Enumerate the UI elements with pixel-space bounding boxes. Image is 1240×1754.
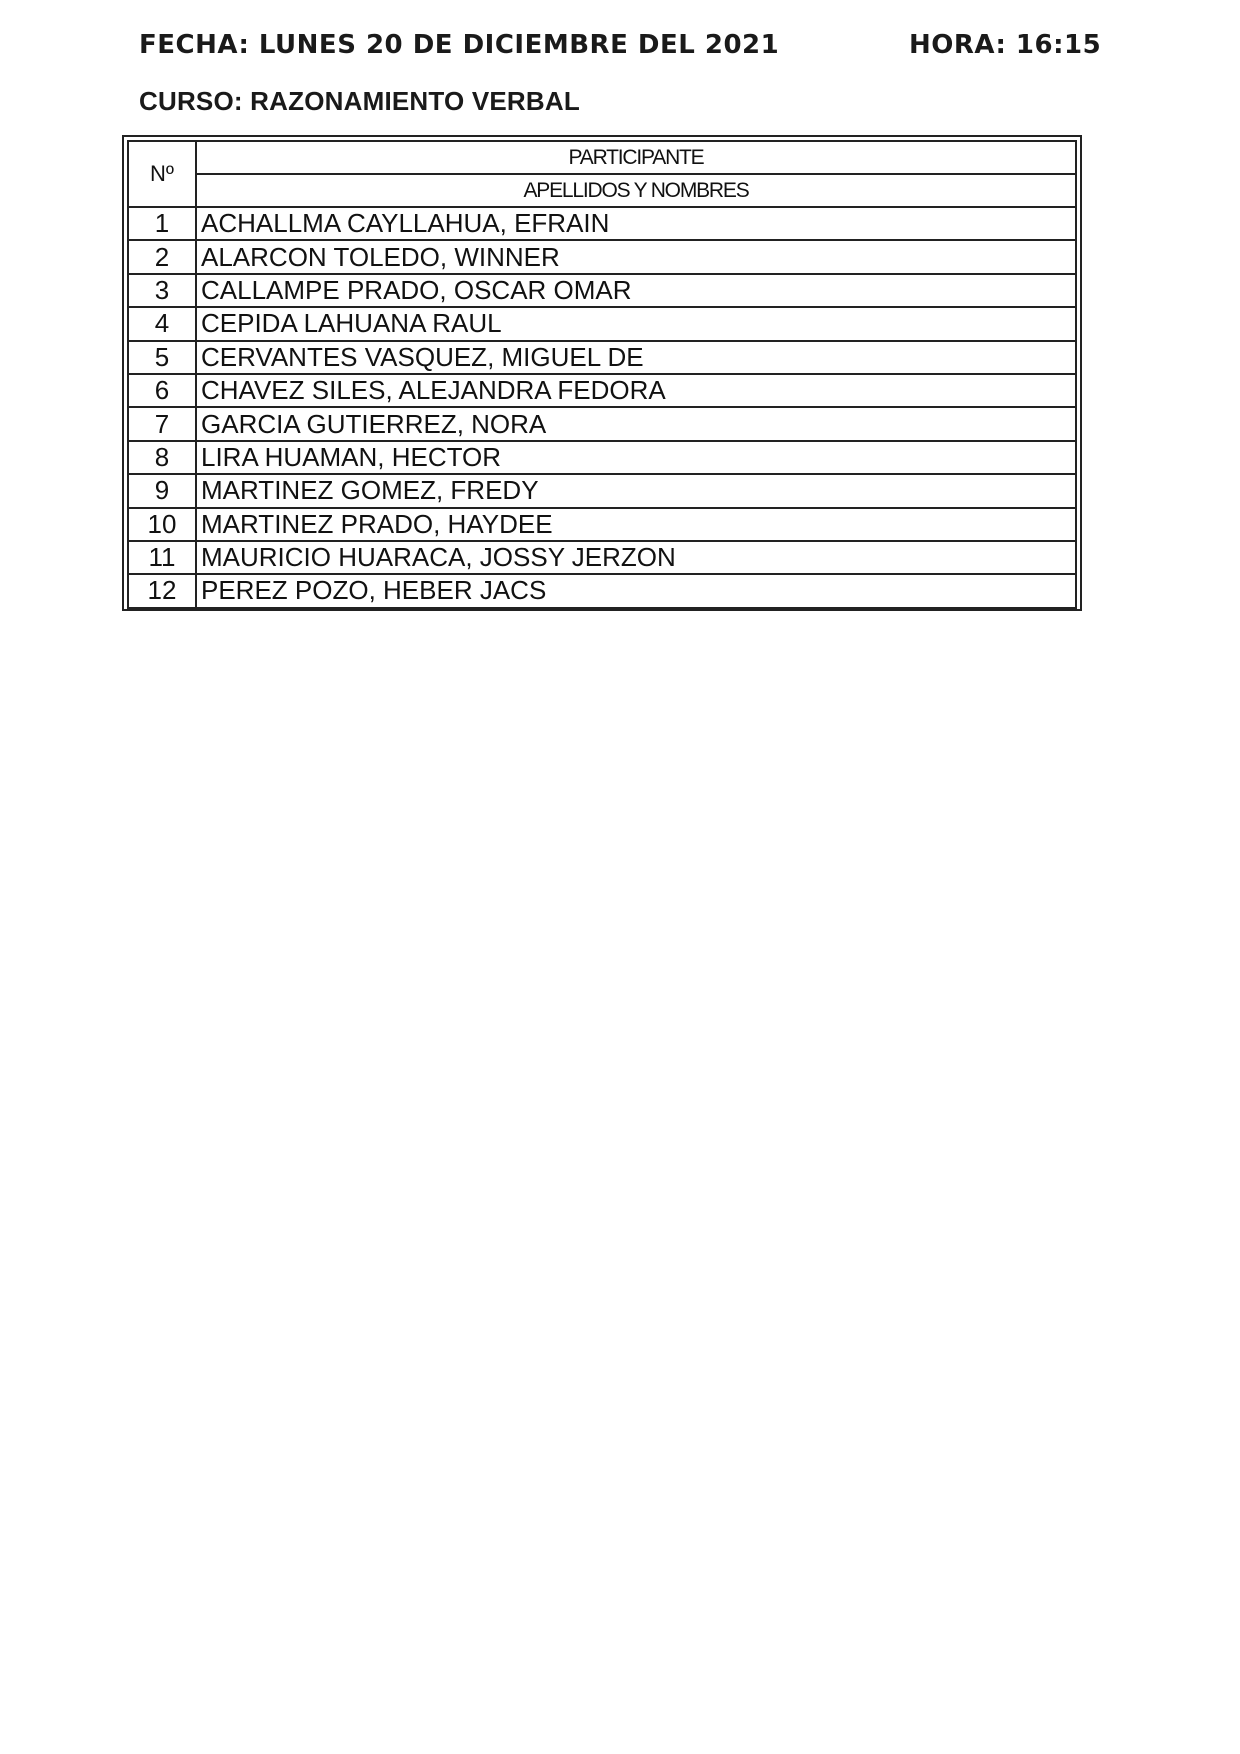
table-row: [128, 341, 1076, 374]
participants-table: [127, 140, 1077, 609]
header-row-group: [128, 141, 1076, 174]
participant-name-cell: CEPIDA LAHUANA RAUL: [196, 307, 1076, 340]
table-body: [128, 207, 1076, 608]
table-row: [128, 541, 1076, 574]
participant-name-cell: CALLAMPE PRADO, OSCAR OMAR: [196, 274, 1076, 307]
date-heading: FECHA: LUNES 20 DE DICIEMBRE DEL 2021: [139, 30, 780, 60]
number-column-header: Nº: [128, 141, 196, 207]
row-number-cell: 3: [128, 274, 196, 307]
course-heading: CURSO: RAZONAMIENTO VERBAL: [139, 86, 580, 116]
row-number-cell: 8: [128, 441, 196, 474]
row-number-cell: 11: [128, 541, 196, 574]
names-column-header: APELLIDOS Y NOMBRES: [196, 174, 1076, 207]
table-row: [128, 207, 1076, 240]
participant-name-cell: GARCIA GUTIERREZ, NORA: [196, 407, 1076, 440]
table-header: [128, 141, 1076, 207]
table-row: [128, 508, 1076, 541]
table-row: [128, 474, 1076, 507]
row-number-cell: 12: [128, 574, 196, 607]
table-row: [128, 441, 1076, 474]
row-number-cell: 5: [128, 341, 196, 374]
row-number-cell: 2: [128, 240, 196, 273]
participant-name-cell: ALARCON TOLEDO, WINNER: [196, 240, 1076, 273]
participant-name-cell: CERVANTES VASQUEZ, MIGUEL DE: [196, 341, 1076, 374]
table-row: [128, 374, 1076, 407]
row-number-cell: 6: [128, 374, 196, 407]
row-number-cell: 9: [128, 474, 196, 507]
table-row: [128, 574, 1076, 607]
participant-name-cell: ACHALLMA CAYLLAHUA, EFRAIN: [196, 207, 1076, 240]
participant-name-cell: CHAVEZ SILES, ALEJANDRA FEDORA: [196, 374, 1076, 407]
header-row-sub: [128, 174, 1076, 207]
participants-table-frame: [122, 135, 1082, 611]
participant-name-cell: MARTINEZ PRADO, HAYDEE: [196, 508, 1076, 541]
row-number-cell: 7: [128, 407, 196, 440]
row-number-cell: 10: [128, 508, 196, 541]
table-row: [128, 240, 1076, 273]
participant-group-header: PARTICIPANTE: [196, 141, 1076, 174]
participant-name-cell: MAURICIO HUARACA, JOSSY JERZON: [196, 541, 1076, 574]
participant-name-cell: LIRA HUAMAN, HECTOR: [196, 441, 1076, 474]
participant-name-cell: MARTINEZ GOMEZ, FREDY: [196, 474, 1076, 507]
row-number-cell: 1: [128, 207, 196, 240]
table-row: [128, 274, 1076, 307]
table-row: [128, 407, 1076, 440]
participant-name-cell: PEREZ POZO, HEBER JACS: [196, 574, 1076, 607]
row-number-cell: 4: [128, 307, 196, 340]
table-row: [128, 307, 1076, 340]
time-heading: HORA: 16:15: [909, 30, 1102, 60]
